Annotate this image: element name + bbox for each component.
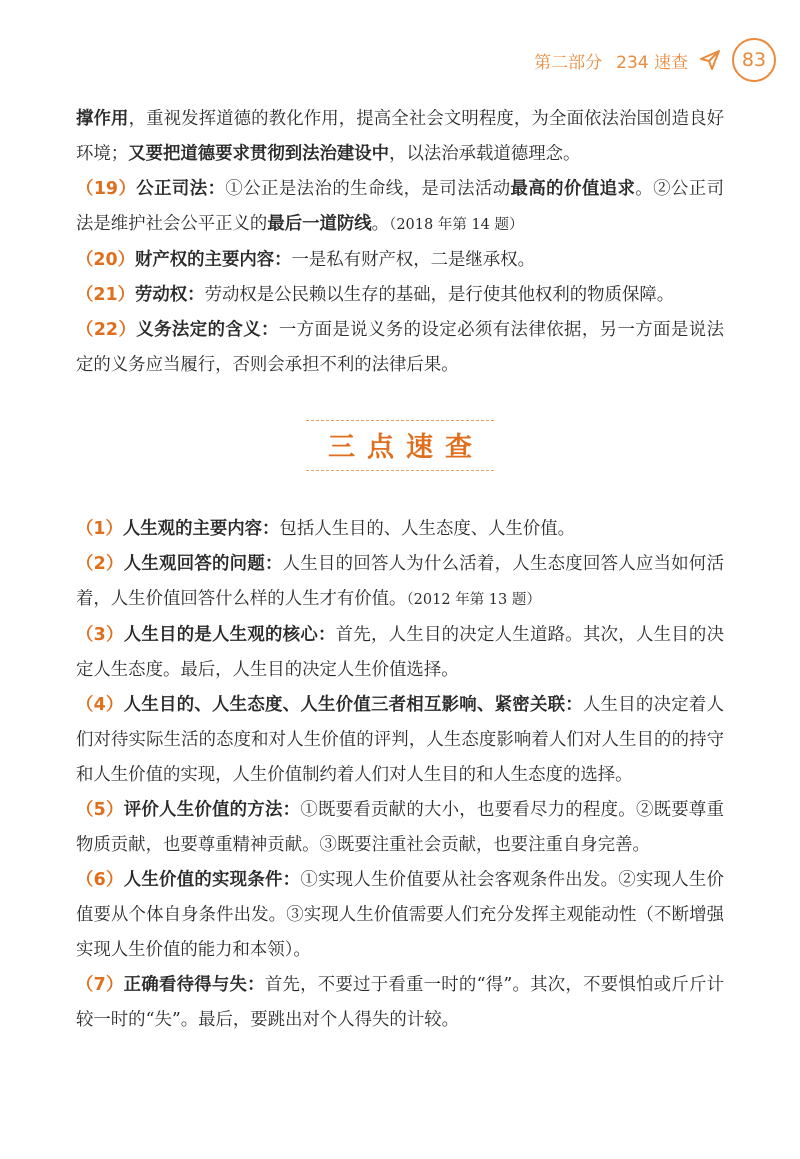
item-19 <box>76 172 724 243</box>
exam-reference: （2012 年第 13 题） <box>406 592 541 608</box>
item-2 <box>76 547 724 618</box>
header-part: 第二部分 <box>534 52 603 73</box>
item-title: 评价人生价值的方法： <box>123 800 301 820</box>
bold-text: 又要把道德要求贯彻到法治建设中 <box>128 144 390 164</box>
item-number: （2） <box>76 554 124 574</box>
body-text: ，以法治承载道德理念。 <box>389 144 581 164</box>
item-20 <box>76 243 724 278</box>
item-4 <box>76 688 724 793</box>
item-number: （6） <box>76 870 124 890</box>
body-text: ①既要看贡献的大小，也要看尽力的程度。②既要尊重物质贡献，也要尊重精神贡献。③既要注重社会贡献，也要注重自身完善。 <box>76 800 724 855</box>
body-text: ①公正是法治的生命线，是司法活动 <box>225 179 511 199</box>
item-number: （4） <box>76 695 124 715</box>
bold-text: 最后一道防线 <box>267 214 372 234</box>
item-title: 人生观的主要内容： <box>122 519 280 539</box>
item-title: 公正司法： <box>136 179 226 199</box>
header-section: 234 速查 <box>616 52 688 73</box>
paragraph-continued <box>76 102 724 172</box>
page-number: 83 <box>732 38 776 82</box>
body-text: 一是私有财产权，二是继承权。 <box>291 250 535 270</box>
exam-reference: （2018 年第 14 题） <box>389 217 524 233</box>
body-text: ①实现人生价值要从社会客观条件出发。②实现人生价值要从个体自身条件出发。③实现人生价值需要人们充分发挥主观能动性（不断增强实现人生价值的能力和本领）。 <box>76 870 724 960</box>
body-text: 劳动权是公民赖以生存的基础，是行使其他权利的物质保障。 <box>204 285 675 305</box>
item-title: 人生价值的实现条件： <box>123 870 301 890</box>
body-text: 首先，不要过于看重一时的“得”。其次，不要惧怕或斤斤计较一时的“失”。最后，要跳出对个人得失的计较。 <box>76 975 724 1030</box>
item-22 <box>76 313 724 383</box>
item-number: （5） <box>76 800 124 820</box>
item-3 <box>76 618 724 688</box>
item-title: 人生观回答的问题： <box>123 554 283 574</box>
item-5 <box>76 793 724 863</box>
item-21 <box>76 278 724 313</box>
item-number: （3） <box>76 625 124 645</box>
section-title: 三点速查 <box>306 420 494 471</box>
body-text: 包括人生目的、人生态度、人生价值。 <box>279 519 576 539</box>
item-title: 劳动权： <box>134 285 205 305</box>
item-number: （22） <box>76 320 137 340</box>
item-title: 财产权的主要内容： <box>134 250 292 270</box>
item-1 <box>76 512 724 547</box>
body-text: 一方面是说义务的设定必须有法律依据，另一方面是说法定的义务应当履行，否则会承担不利的法律后果。 <box>76 320 724 375</box>
paper-plane-icon <box>698 48 722 72</box>
item-title: 义务法定的含义： <box>136 320 279 340</box>
section-title-wrap <box>0 420 800 471</box>
body-text: ，重视发挥道德的教化作用，提高全社会文明程度，为全面依法治国创造良好环境； <box>76 109 724 164</box>
item-number: （21） <box>76 285 135 305</box>
block-1 <box>76 102 724 383</box>
item-number: （7） <box>76 975 124 995</box>
item-number: （1） <box>76 519 123 539</box>
item-6 <box>76 863 724 968</box>
item-number: （19） <box>76 179 137 199</box>
bold-text: 撑作用 <box>76 109 129 129</box>
body-text: 首先，人生目的决定人生道路。其次，人生目的决定人生态度。最后，人生目的决定人生价值选择。 <box>76 625 724 680</box>
block-2 <box>76 512 724 1038</box>
bold-text: 最高的价值追求 <box>510 179 636 199</box>
body-text: 人生目的决定着人们对待实际生活的态度和对人生价值的评判，人生态度影响着人们对人生目的的持守和人生价值的实现，人生价值制约着人们对人生目的和人生态度的选择。 <box>76 695 724 785</box>
body-text: 人生目的回答人为什么活着，人生态度回答人应当如何活着，人生价值回答什么样的人生才有价值。 <box>76 554 724 609</box>
item-title: 人生目的、人生态度、人生价值三者相互影响、紧密关联： <box>123 695 583 715</box>
item-title: 人生目的是人生观的核心： <box>123 625 336 645</box>
item-title: 正确看待得与失： <box>123 975 265 995</box>
body-text: 。②公正司法是维护社会公平正义的 <box>76 179 724 234</box>
item-7 <box>76 968 724 1038</box>
body-text: 。 <box>371 214 390 234</box>
page-header <box>534 36 776 84</box>
item-number: （20） <box>76 250 135 270</box>
